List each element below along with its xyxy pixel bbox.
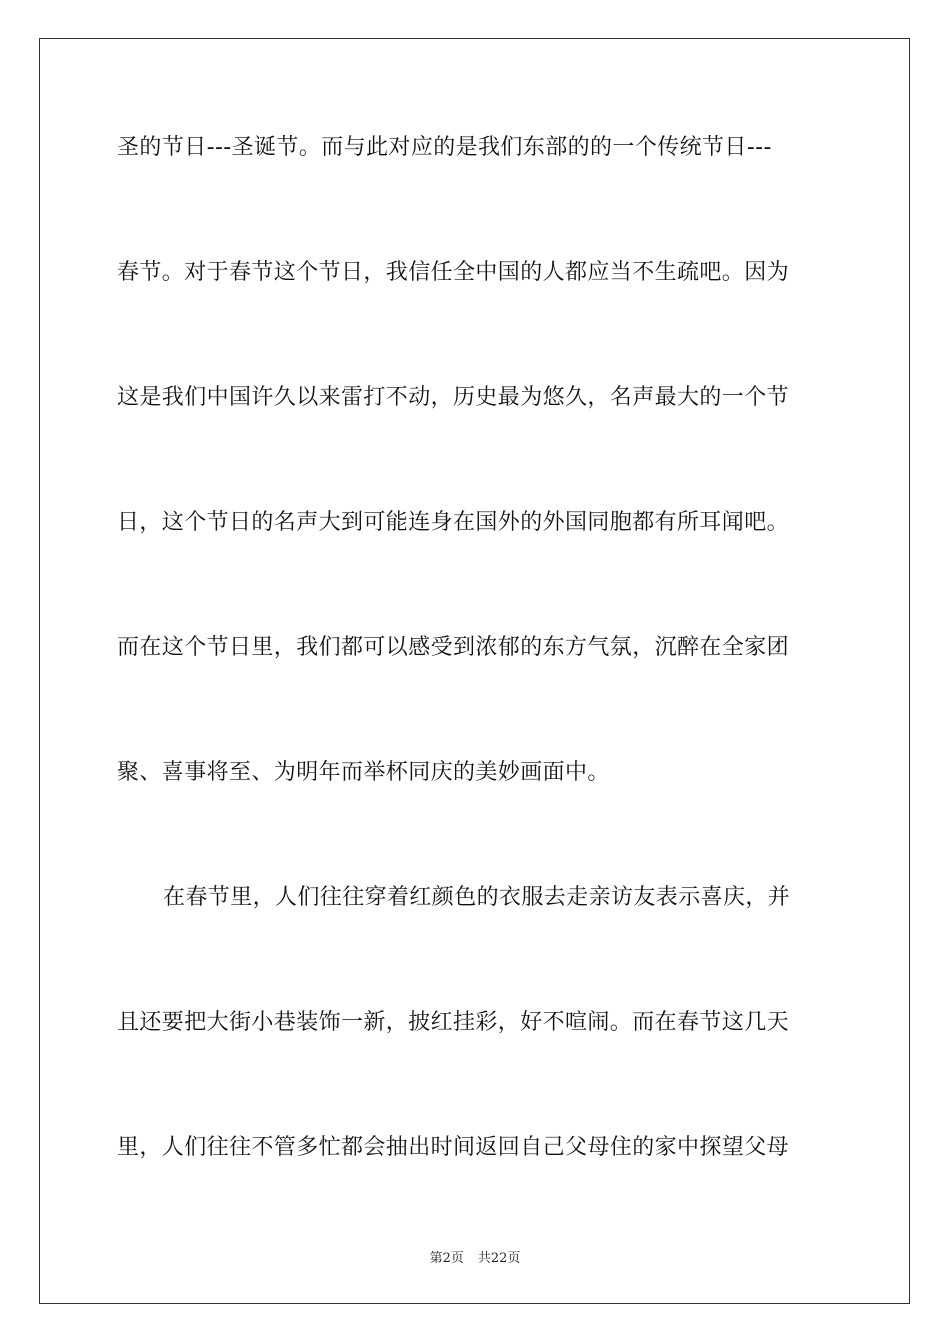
current-page-number: 第2页 [429,1251,464,1266]
paragraph-first-line: 在春节里，人们往往穿着红颜色的衣服去走亲访友表示喜庆，并 [163,885,791,910]
text-line-2: 春节。对于春节这个节日，我信任全中国的人都应当不生疏吧。因为 [117,260,790,285]
page-border [39,38,910,1304]
text-line-5: 而在这个节日里，我们都可以感受到浓郁的东方气氛，沉醉在全家团 [117,635,790,660]
text-line-9: 里，人们往往不管多忙都会抽出时间返回自己父母住的家中探望父母 [117,1135,790,1160]
text-line-1: 圣的节日---圣诞节。而与此对应的是我们东部的的一个传统节日--- [117,135,772,160]
text-line-6: 聚、喜事将至、为明年而举杯同庆的美妙画面中。 [117,760,610,785]
total-page-count: 共22页 [477,1251,521,1266]
text-line-3: 这是我们中国许久以来雷打不动，历史最为悠久，名声最大的一个节 [117,385,790,410]
text-line-4: 日，这个节日的名声大到可能连身在国外的外国同胞都有所耳闻吧。 [117,510,790,535]
page-footer [0,1247,950,1266]
text-line-8: 且还要把大街小巷装饰一新，披红挂彩，好不喧闹。而在春节这几天 [117,1010,790,1035]
